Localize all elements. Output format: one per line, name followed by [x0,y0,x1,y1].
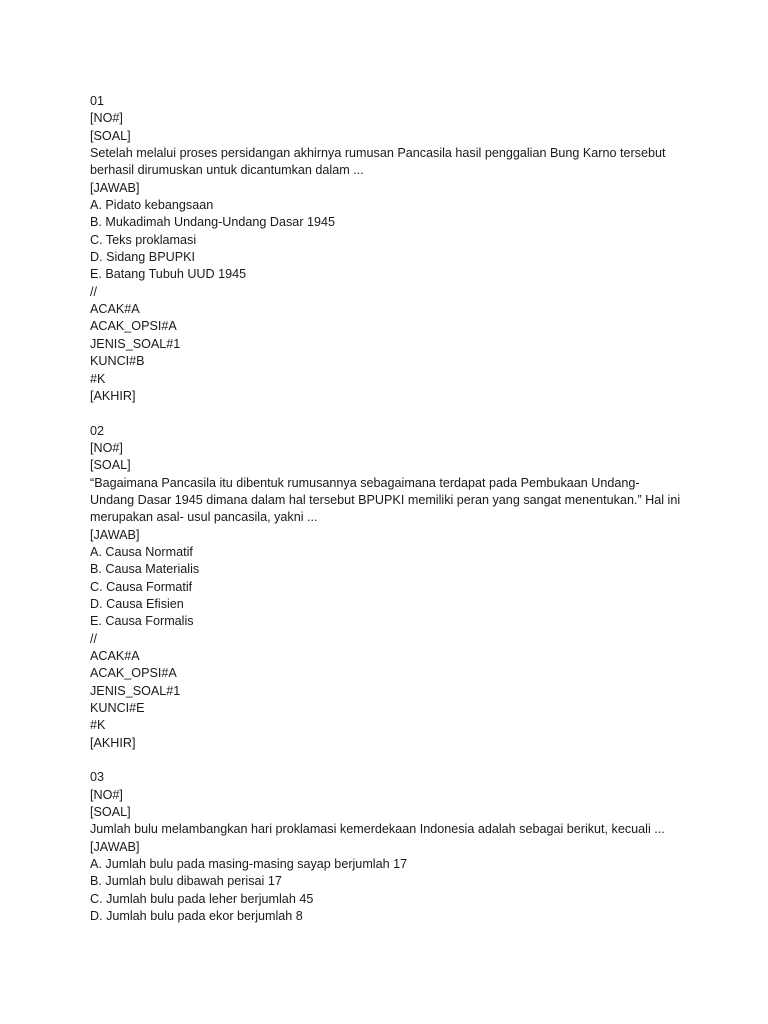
question-block-01 [90,93,690,405]
document-page [90,93,690,926]
question-text-line: “Bagaimana Pancasila itu dibentuk rumusannya sebagaimana terdapat pada Pembukaan Undang- [90,475,640,490]
option-b: B. Causa Materialis [90,562,200,577]
kunci-tag: KUNCI#E [90,701,145,716]
question-text-line: Setelah melalui proses persidangan akhirnya rumusan Pancasila hasil penggalian Bung Karno tersebut [90,146,666,161]
option-d: D. Causa Efisien [90,596,184,611]
acak-opsi-tag: ACAK_OPSI#A [90,319,177,334]
option-b: B. Jumlah bulu dibawah perisai 17 [90,874,282,889]
question-text-line: Undang Dasar 1945 dimana dalam hal tersebut BPUPKI memiliki peran yang sangat menentukan.” Hal ini [90,492,681,507]
jawab-tag: [JAWAB] [90,180,140,195]
option-d: D. Sidang BPUPKI [90,250,195,265]
separator: // [90,631,97,646]
option-e: E. Causa Formalis [90,614,194,629]
separator: // [90,284,97,299]
jawab-tag: [JAWAB] [90,527,140,542]
option-e: E. Batang Tubuh UUD 1945 [90,267,247,282]
question-text-line: berhasil dirumuskan untuk dicantumkan dalam ... [90,163,364,178]
option-a: A. Causa Normatif [90,544,193,559]
question-number: 02 [90,423,105,438]
acak-tag: ACAK#A [90,649,140,663]
question-block-03 [90,769,690,925]
option-d: D. Jumlah bulu pada ekor berjumlah 8 [90,909,303,924]
spacer [90,405,690,422]
akhir-tag: [AKHIR] [90,735,136,750]
option-a: A. Jumlah bulu pada masing-masing sayap berjumlah 17 [90,857,408,872]
no-tag: [NO#] [90,111,123,126]
spacer [90,752,690,769]
k-tag: #K [90,718,106,733]
option-b: B. Mukadimah Undang-Undang Dasar 1945 [90,215,336,230]
question-number: 01 [90,94,105,108]
no-tag: [NO#] [90,787,123,802]
soal-tag: [SOAL] [90,128,131,143]
soal-tag: [SOAL] [90,805,131,820]
question-text-line: Jumlah bulu melambangkan hari proklamasi kemerdekaan Indonesia adalah sebagai berikut, kecuali ... [90,822,665,837]
question-number: 03 [90,770,105,785]
option-a: A. Pidato kebangsaan [90,198,214,213]
option-c: C. Jumlah bulu pada leher berjumlah 45 [90,891,314,906]
no-tag: [NO#] [90,440,123,455]
option-c: C. Causa Formatif [90,579,193,594]
question-block-02 [90,423,690,753]
soal-tag: [SOAL] [90,458,131,473]
acak-tag: ACAK#A [90,302,140,317]
kunci-tag: KUNCI#B [90,354,145,369]
acak-opsi-tag: ACAK_OPSI#A [90,666,177,681]
option-c: C. Teks proklamasi [90,232,197,247]
akhir-tag: [AKHIR] [90,388,136,403]
jenis-soal-tag: JENIS_SOAL#1 [90,336,181,351]
jenis-soal-tag: JENIS_SOAL#1 [90,683,181,698]
jawab-tag: [JAWAB] [90,839,140,854]
k-tag: #K [90,371,106,386]
question-text-line: merupakan asal- usul pancasila, yakni ... [90,510,318,525]
